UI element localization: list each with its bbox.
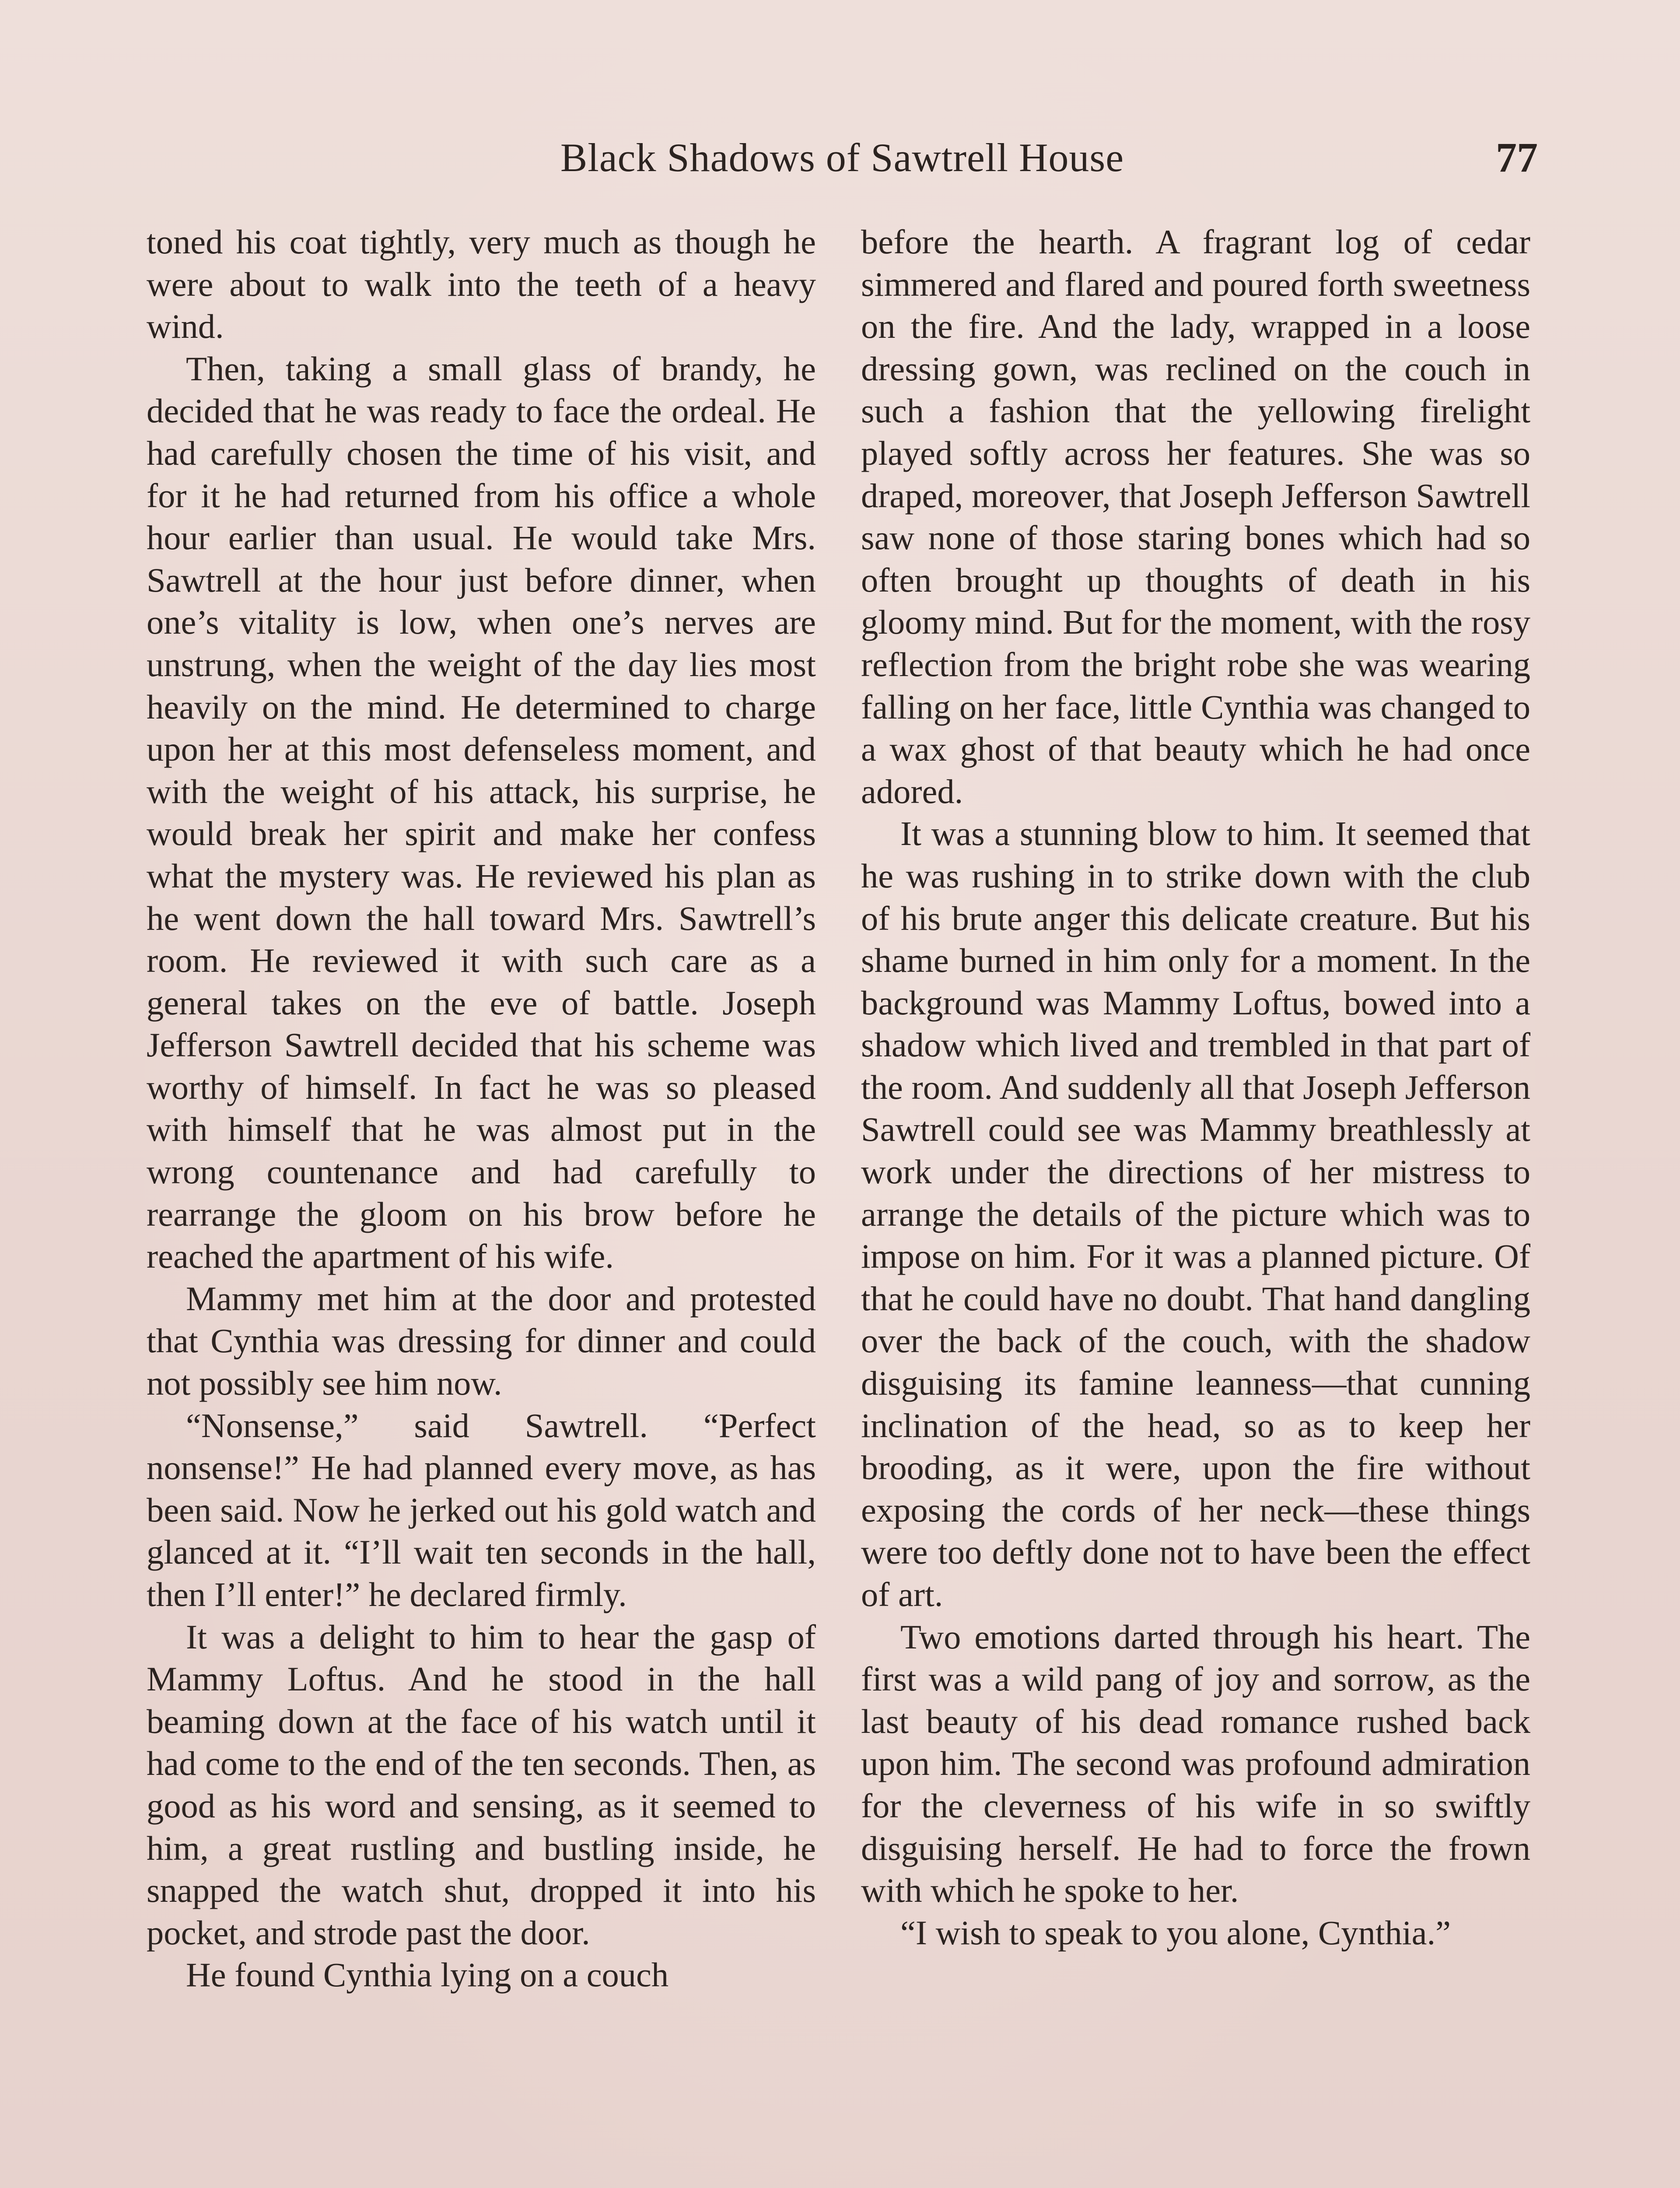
page-header: [147, 127, 1538, 193]
paragraph: “I wish to speak to you alone, Cynthia.”: [900, 1913, 1451, 1952]
paragraph: before the hearth. A fragrant log of cedar simmered and flared and poured forth sweetness on the fire. And the lady, wrapped in a loose dressing gown, was reclined on the couch in such a fashion that the yellowing firelight played softly across her features. She was so draped, moreover, that Joseph Jefferson Sawtrell saw none of those staring bones which had so often brought up thoughts of death in his gloomy mind. But for the moment, with the rosy reflection from the bright robe she was wearing falling on her face, little Cynthia was changed to a wax ghost of that beauty which he had once adored.: [861, 223, 1530, 810]
paragraph: Mammy met him at the door and protested that Cynthia was dressing for dinner and could not possibly see him now.: [147, 1279, 816, 1403]
right-column: [861, 221, 1530, 1954]
paragraph: “Nonsense,” said Sawtrell. “Perfect nonsense!” He had planned every move, as has been said. Now he jerked out his gold watch and glanced at it. “I’ll wait ten seconds in the hall, then I’ll enter!” he declared firmly.: [147, 1406, 816, 1613]
paragraph: It was a delight to him to hear the gasp of Mammy Loftus. And he stood in the hall beaming down at the face of his watch until it had come to the end of the ten seconds. Then, as good as his word and sensing, as it seemed to him, a great rustling and bustling inside, he snapped the watch shut, dropped it into his pocket, and strode past the door.: [147, 1617, 816, 1952]
page-number: 77: [1496, 134, 1538, 181]
left-column: [147, 221, 816, 1996]
running-title: Black Shadows of Sawtrell House: [560, 135, 1124, 180]
paragraph: It was a stunning blow to him. It seemed that he was rushing in to strike down with the club of his brute anger this delicate creature. But his shame burned in him only for a moment. In the background was Mammy Loftus, bowed into a shadow which lived and trembled in that part of the room. And suddenly all that Joseph Jefferson Sawtrell could see was Mammy breathlessly at work under the directions of her mistress to arrange the details of the picture which was to impose on him. For it was a planned picture. Of that he could have no doubt. That hand dangling over the back of the couch, with the shadow disguising its famine leanness—that cunning inclination of the head, so as to keep her brooding, as it were, upon the fire without exposing the cords of her neck—these things were too deftly done not to have been the effect of art.: [861, 814, 1530, 1613]
paragraph: Two emotions darted through his heart. The first was a wild pang of joy and sorrow, as the last beauty of his dead romance rushed back upon him. The second was profound admiration for the cleverness of his wife in so swiftly disguising herself. He had to force the frown with which he spoke to her.: [861, 1617, 1530, 1910]
paragraph: toned his coat tightly, very much as though he were about to walk into the teeth of a heavy wind.: [147, 223, 816, 346]
paragraph: Then, taking a small glass of brandy, he decided that he was ready to face the ordeal. He had carefully chosen the time of his visit, and for it he had returned from his office a whole hour earlier than usual. He would take Mrs. Sawtrell at the hour just before dinner, when one’s vitality is low, when one’s nerves are unstrung, when the weight of the day lies most heavily on the mind. He determined to charge upon her at this most defenseless moment, and with the weight of his attack, his surprise, he would break her spirit and make her confess what the mystery was. He reviewed his plan as he went down the hall toward Mrs. Sawtrell’s room. He reviewed it with such care as a general takes on the eve of battle. Joseph Jefferson Sawtrell decided that his scheme was worthy of himself. In fact he was so pleased with himself that he was almost put in the wrong countenance and had carefully to rearrange the gloom on his brow before he reached the apartment of his wife.: [147, 349, 816, 1276]
paragraph: He found Cynthia lying on a couch: [186, 1956, 669, 1994]
